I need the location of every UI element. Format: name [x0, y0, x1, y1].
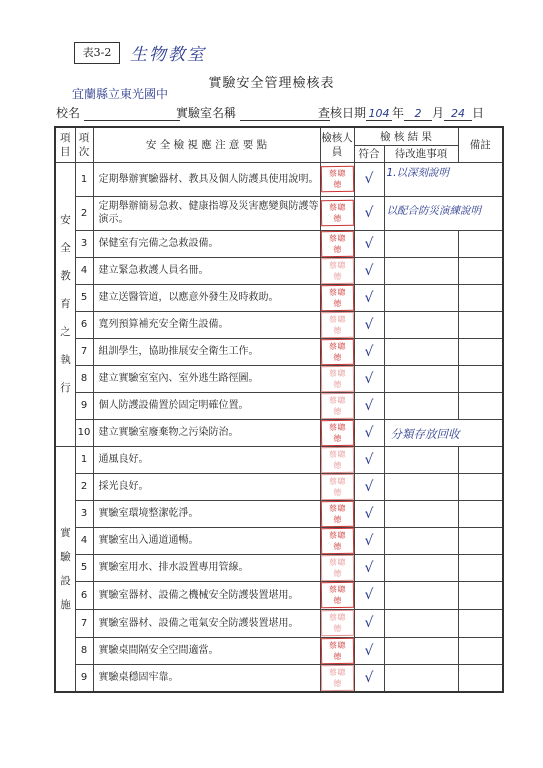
- item-text: 個人防護設備置於固定明確位置。: [93, 392, 320, 419]
- item-number: 10: [75, 419, 93, 446]
- check-mark: √: [364, 587, 374, 603]
- header-improve: 待改進事項: [384, 145, 458, 162]
- table-row: [55, 419, 503, 446]
- inspector-stamp: 蔡聰德: [320, 446, 353, 473]
- item-number: 9: [75, 392, 93, 419]
- table-row: [55, 162, 503, 196]
- improve-cell: [384, 500, 458, 527]
- improve-cell: [384, 365, 458, 392]
- remarks-cell: [458, 637, 503, 664]
- remarks-cell: [458, 284, 503, 311]
- inspector-stamp: 蔡聰德: [320, 311, 353, 338]
- improve-cell: [384, 637, 458, 664]
- item-number: 8: [75, 365, 93, 392]
- remarks-cell: [458, 311, 503, 338]
- header-project: 項目: [55, 127, 75, 162]
- check-mark: √: [364, 289, 374, 306]
- check-mark: √: [364, 505, 374, 522]
- month-unit: 月: [432, 106, 445, 120]
- remarks-cell: [458, 338, 503, 365]
- table-row: [55, 581, 503, 609]
- inspector-stamp: 蔡聰德: [320, 582, 353, 609]
- item-number: 2: [75, 196, 93, 230]
- remarks-cell: [458, 554, 503, 581]
- item-text: 採光良好。: [93, 473, 320, 500]
- item-text: 組訓學生，協助推展安全衛生工作。: [93, 338, 320, 365]
- improve-cell: [384, 284, 458, 311]
- check-mark: √: [364, 397, 374, 414]
- item-number: 5: [75, 554, 93, 581]
- check-mark: √: [364, 451, 374, 468]
- inspector-stamp: 蔡聰德: [320, 365, 353, 392]
- table-row: [55, 609, 503, 637]
- inspector-stamp: 蔡聰德: [320, 392, 353, 419]
- improve-cell: [384, 392, 458, 419]
- item-number: 5: [75, 284, 93, 311]
- check-mark: √: [364, 642, 374, 659]
- date-month: 2: [404, 107, 432, 121]
- header-result: 檢 核 結 果: [354, 127, 458, 145]
- item-text: 實驗室器材、設備之機械安全防護裝置堪用。: [93, 581, 320, 609]
- item-number: 4: [75, 527, 93, 554]
- table-row: [55, 527, 503, 554]
- category-label: 安全教育之執行: [60, 214, 71, 394]
- checklist-table: [54, 126, 504, 693]
- table-row: [55, 554, 503, 581]
- improve-cell: [384, 554, 458, 581]
- category-label: 實驗設施: [60, 526, 71, 611]
- item-text: 定期舉辦簡易急救、健康指導及災害應變與防護等演示。: [93, 196, 320, 230]
- inspector-stamp: 蔡聰德: [320, 200, 353, 227]
- table-row: [55, 257, 503, 284]
- inspector-stamp: 蔡聰德: [320, 257, 353, 284]
- item-number: 6: [75, 581, 93, 609]
- check-mark: √: [364, 370, 374, 387]
- improve-cell: [384, 257, 458, 284]
- check-date-field: [318, 104, 484, 121]
- improve-cell: [384, 311, 458, 338]
- table-label: 表3-2: [74, 42, 120, 64]
- inspector-stamp: 蔡聰德: [320, 500, 353, 527]
- table-row: [55, 230, 503, 257]
- inspector-stamp: 蔡聰德: [320, 610, 353, 637]
- school-field: [56, 104, 180, 121]
- improve-cell: [384, 527, 458, 554]
- remarks-cell: [458, 500, 503, 527]
- header-seq: 項次: [75, 127, 93, 162]
- table-row: [55, 664, 503, 692]
- inspector-stamp: 蔡聰德: [320, 527, 353, 554]
- remarks-cell: [458, 365, 503, 392]
- header-checker: 檢核人員: [320, 127, 354, 162]
- remarks-cell: [458, 581, 503, 609]
- item-number: 1: [75, 446, 93, 473]
- check-mark: √: [364, 343, 374, 360]
- handwritten-room-name: 生物教室: [130, 45, 206, 65]
- inspector-stamp: 蔡聰德: [320, 473, 353, 500]
- item-text: 實驗桌穩固牢靠。: [93, 664, 320, 692]
- item-text: 建立實驗室室內、室外逃生路徑圖。: [93, 365, 320, 392]
- check-mark: √: [364, 262, 374, 279]
- item-text: 定期舉辦實驗器材、教具及個人防護具使用說明。: [93, 162, 320, 196]
- inspector-stamp: 蔡聰德: [320, 230, 353, 257]
- year-unit: 年: [392, 106, 405, 120]
- lab-name-field: [176, 104, 330, 121]
- item-number: 7: [75, 609, 93, 637]
- remarks-cell: [458, 527, 503, 554]
- item-number: 7: [75, 338, 93, 365]
- table-row: [55, 473, 503, 500]
- item-number: 8: [75, 637, 93, 664]
- improvement-note: 分類存放回收: [390, 426, 460, 441]
- date-day: 24: [444, 107, 472, 121]
- check-mark: √: [364, 424, 374, 441]
- table-row: [55, 637, 503, 664]
- table-row: [55, 284, 503, 311]
- item-text: 實驗室用水、排水設置專用管線。: [93, 554, 320, 581]
- inspector-stamp: 蔡聰德: [320, 284, 353, 311]
- day-unit: 日: [472, 106, 485, 120]
- item-text: 實驗室環境整潔乾淨。: [93, 500, 320, 527]
- inspector-stamp: 蔡聰德: [320, 166, 353, 193]
- lab-label: 實驗室名稱: [176, 106, 237, 120]
- improve-cell: [384, 446, 458, 473]
- handwritten-school-name: 宜蘭縣立東光國中: [72, 87, 169, 101]
- item-text: 建立送醫管道，以應意外發生及時救助。: [93, 284, 320, 311]
- header-compliant: 符合: [354, 145, 384, 162]
- check-mark: √: [364, 615, 374, 631]
- check-mark: √: [364, 316, 374, 333]
- check-mark: √: [364, 669, 374, 686]
- improvement-note: 以配合防災演練說明: [386, 204, 481, 217]
- inspector-stamp: 蔡聰德: [320, 338, 353, 365]
- inspector-stamp: 蔡聰德: [320, 637, 353, 664]
- check-mark: √: [364, 478, 374, 495]
- check-mark: √: [364, 235, 374, 252]
- lab-line: [240, 107, 330, 121]
- category-safety-education: [55, 162, 75, 446]
- item-number: 1: [75, 162, 93, 196]
- improve-cell: [384, 473, 458, 500]
- header-points: 安 全 檢 視 應 注 意 要 點: [93, 127, 320, 162]
- table-row: [55, 311, 503, 338]
- remarks-cell: [458, 664, 503, 692]
- remarks-cell: [458, 446, 503, 473]
- check-mark: √: [364, 559, 374, 576]
- item-text: 寬列預算補充安全衛生設備。: [93, 311, 320, 338]
- item-number: 9: [75, 664, 93, 692]
- improve-cell: [384, 338, 458, 365]
- item-number: 4: [75, 257, 93, 284]
- table-row: [55, 392, 503, 419]
- item-text: 實驗桌間隔安全空間適當。: [93, 637, 320, 664]
- item-text: 建立實驗室廢棄物之污染防治。: [93, 419, 320, 446]
- remarks-cell: [458, 609, 503, 637]
- school-label: 校名: [56, 106, 81, 120]
- remarks-cell: [458, 230, 503, 257]
- improve-cell: [384, 664, 458, 692]
- table-row: [55, 338, 503, 365]
- table-row: [55, 196, 503, 230]
- item-text: 建立緊急救護人員名冊。: [93, 257, 320, 284]
- header-remarks: 備註: [458, 127, 503, 162]
- improvement-note: 1.以深刻說明: [386, 166, 450, 179]
- table-row: [55, 365, 503, 392]
- item-number: 6: [75, 311, 93, 338]
- inspector-stamp: 蔡聰德: [320, 554, 353, 581]
- inspector-stamp: 蔡聰德: [320, 419, 353, 446]
- remarks-cell: [458, 473, 503, 500]
- item-number: 3: [75, 500, 93, 527]
- date-year: 104: [366, 107, 392, 121]
- item-text: 保健室有完備之急救設備。: [93, 230, 320, 257]
- remarks-cell: [458, 392, 503, 419]
- item-text: 通風良好。: [93, 446, 320, 473]
- category-lab-facilities: [55, 446, 75, 692]
- item-number: 2: [75, 473, 93, 500]
- improve-cell: [384, 609, 458, 637]
- item-text: 實驗室器材、設備之電氣安全防護裝置堪用。: [93, 609, 320, 637]
- inspector-stamp: 蔡聰德: [320, 664, 353, 691]
- check-mark: √: [364, 171, 374, 187]
- improve-cell: [384, 581, 458, 609]
- item-number: 3: [75, 230, 93, 257]
- check-date-label: 查核日期: [318, 106, 367, 120]
- table-row: [55, 500, 503, 527]
- school-line: [84, 107, 180, 121]
- check-mark: √: [364, 532, 374, 549]
- item-text: 實驗室出入通道通暢。: [93, 527, 320, 554]
- improve-cell: [384, 230, 458, 257]
- document-title: 實驗安全管理檢核表: [208, 76, 335, 91]
- check-mark: √: [364, 205, 374, 221]
- remarks-cell: [458, 257, 503, 284]
- table-row: [55, 446, 503, 473]
